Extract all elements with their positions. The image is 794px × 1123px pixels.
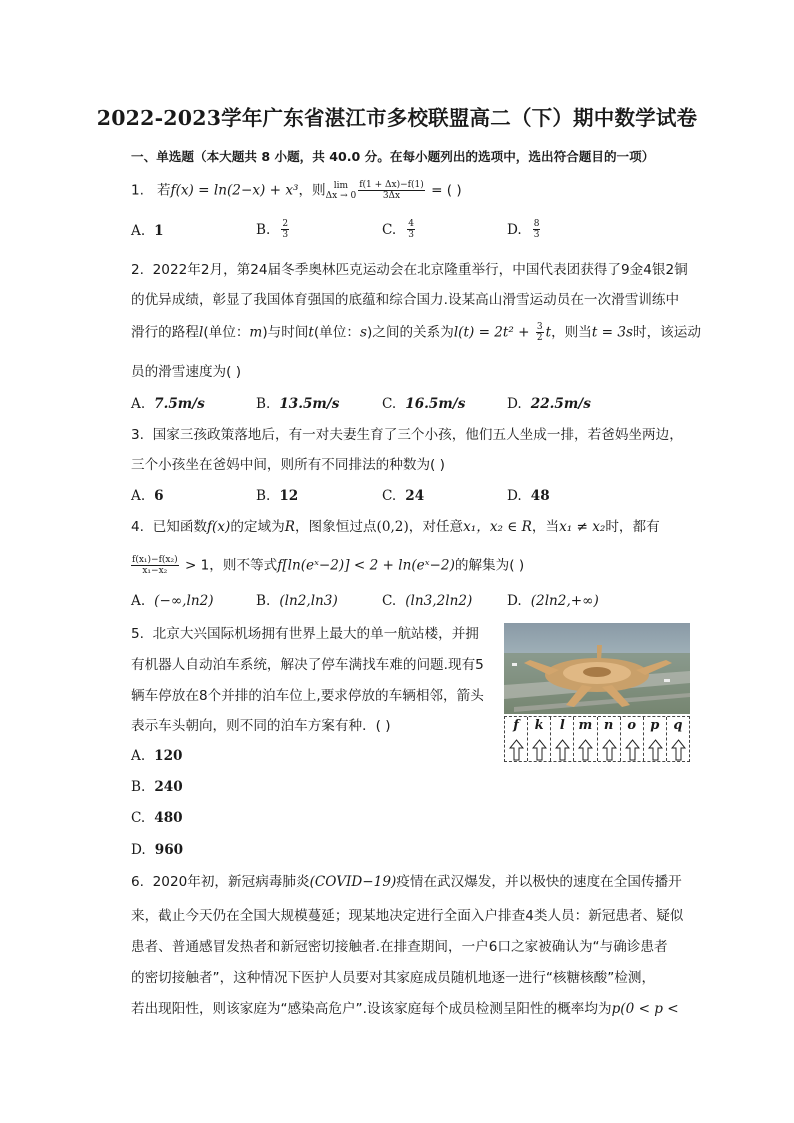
q2-line-4: 员的滑雪速度为( )	[131, 364, 242, 380]
limit-operator: lim Δx → 0	[325, 180, 357, 201]
q6-line-2: 来，截止今天仍在全国大规模蔓延；现某地决定进行全面入户排查4类人员：新冠患者、疑似	[131, 908, 684, 924]
q5-line-2: 有机器人自动泊车系统，解决了停车满找车难的问题.现有5	[131, 657, 484, 673]
slot-letter: n	[603, 718, 614, 733]
q4-line-2: $\frac{\text{f(x₁)−f(x₂)}}{\text{x₁−x₂}}$ > 1，则不等式f[ln(eˣ−2)] < 2 + ln(eˣ−2)的解集为( )	[132, 555, 525, 576]
arrow-up-icon	[555, 739, 570, 761]
section-heading: 一、单选题（本大题共 8 小题，共 40.0 分。在每小题列出的选项中，选出符合题目的一项）	[131, 149, 655, 164]
parking-slot	[528, 717, 551, 761]
arrow-up-icon	[578, 739, 593, 761]
question-number: 4.	[131, 519, 144, 535]
question-4: 4. 已知函数f(x)的定域为R，图象恒过点(0,2)，对任意x₁，x₂ ∈ R，当x₁ ≠ x₂时，都有	[131, 519, 660, 535]
arrow-up-icon	[509, 739, 524, 761]
parking-slot	[621, 717, 644, 761]
q2-option-c[interactable]: C. 16.5m/s	[382, 396, 466, 412]
question-number: 3.	[131, 427, 144, 443]
q3-option-c[interactable]: C. 24	[382, 488, 425, 504]
question-6: 6. 2020年初，新冠病毒肺炎(COVID−19)疫情在武汉爆发，并以极快的速度在全国传播开	[131, 874, 682, 890]
slot-letter: k	[534, 718, 544, 733]
parking-slot	[644, 717, 667, 761]
q6-line-3: 患者、普通感冒发热者和新冠密切接触者.在排查期间，一户6口之家被确认为“与确诊患者	[131, 939, 668, 955]
q4-option-d[interactable]: D. (2ln2,+∞)	[507, 593, 599, 609]
q5-option-c[interactable]: C. 480	[131, 810, 183, 826]
q1-option-c[interactable]: C. $\frac{4}{3}$	[382, 219, 414, 240]
question-number: 2.	[131, 262, 144, 278]
q5-option-a[interactable]: A. 120	[131, 748, 183, 764]
arrow-up-icon	[648, 739, 663, 761]
q6-line-4: 的密切接触者”，这种情况下医护人员要对其家庭成员随机地逐一进行“核糖核酸”检测，	[131, 970, 656, 986]
parking-slot	[551, 717, 574, 761]
q2-line-3: 滑行的路程l(单位：m)与时间t(单位：s)之间的关系为l(t) = 2t² + $\frac{3}{2}$ t，则当t = 3s时，该运动	[131, 322, 701, 343]
question-2: 2. 2022年2月，第24届冬季奥林匹克运动会在北京隆重举行，中国代表团获得了9金4银2铜	[131, 262, 688, 278]
slot-letter: m	[578, 718, 593, 733]
parking-slot	[505, 717, 528, 761]
arrow-up-icon	[532, 739, 547, 761]
question-number: 6.	[131, 874, 144, 890]
parking-slot	[574, 717, 597, 761]
q5-line-4: 表示车头朝向，则不同的泊车方案有种．( )	[131, 718, 391, 734]
airport-photo	[504, 623, 690, 714]
arrow-up-icon	[602, 739, 617, 761]
question-3: 3. 国家三孩政策落地后，有一对夫妻生育了三个小孩，他们五人坐成一排，若爸妈坐两边，	[131, 427, 683, 443]
slot-letter: q	[673, 718, 683, 733]
parking-slot	[598, 717, 621, 761]
airport-figure	[504, 623, 690, 763]
q3-option-d[interactable]: D. 48	[507, 488, 550, 504]
q4-option-b[interactable]: B. (ln2,ln3)	[256, 593, 338, 609]
question-5: 5. 北京大兴国际机场拥有世界上最大的单一航站楼，并拥	[131, 626, 479, 642]
parking-slots	[504, 716, 690, 762]
q1-option-b[interactable]: B. $\frac{2}{3}$	[256, 219, 289, 240]
arrow-up-icon	[671, 739, 686, 761]
q3-option-a[interactable]: A. 6	[131, 488, 164, 504]
slot-letter: f	[513, 718, 519, 733]
q4-option-a[interactable]: A. (−∞,ln2)	[131, 593, 214, 609]
question-1: 1. 若f(x) = ln(2−x) + x³，则 lim Δx → 0 $\frac{f(1 + \Delta x)-f(1)}{3\Delta x}$ = ( )	[131, 180, 462, 201]
q4-option-c[interactable]: C. (ln3,2ln2)	[382, 593, 473, 609]
q5-line-3: 辆车停放在8个并排的泊车位上,要求停放的车辆相邻，箭头	[131, 688, 484, 704]
arrow-up-icon	[625, 739, 640, 761]
q5-option-d[interactable]: D. 960	[131, 842, 184, 858]
slot-letter: o	[627, 718, 637, 733]
q3-option-b[interactable]: B. 12	[256, 488, 299, 504]
question-number: 1.	[131, 182, 144, 199]
q6-line-5: 若出现阳性，则该家庭为“感染高危户”.设该家庭每个成员检测呈阳性的概率均为p(0 < p <	[131, 1001, 679, 1017]
q2-option-b[interactable]: B. 13.5m/s	[256, 396, 340, 412]
q1-option-d[interactable]: D. $\frac{8}{3}$	[507, 219, 540, 240]
q1-option-a[interactable]: A. 1	[131, 223, 164, 239]
q3-line-2: 三个小孩坐在爸妈中间，则所有不同排法的种数为( )	[131, 457, 445, 473]
difference-quotient: $\frac{f(1 + \Delta x)-f(1)}{3\Delta x}$	[359, 180, 424, 201]
q2-option-d[interactable]: D. 22.5m/s	[507, 396, 591, 412]
q5-option-b[interactable]: B. 240	[131, 779, 183, 795]
exam-title: 2022-2023学年广东省湛江市多校联盟高二（下）期中数学试卷	[96, 106, 698, 130]
parking-slot	[667, 717, 689, 761]
slot-letter: p	[650, 718, 660, 733]
slot-letter: l	[559, 718, 565, 733]
function-expr: f(x) = ln(2−x) + x³	[170, 182, 299, 199]
q2-option-a[interactable]: A. 7.5m/s	[131, 396, 205, 412]
q2-line-2: 的优异成绩，彰显了我国体育强国的底蕴和综合国力.设某高山滑雪运动员在一次滑雪训练中	[131, 292, 680, 308]
question-number: 5.	[131, 626, 144, 642]
